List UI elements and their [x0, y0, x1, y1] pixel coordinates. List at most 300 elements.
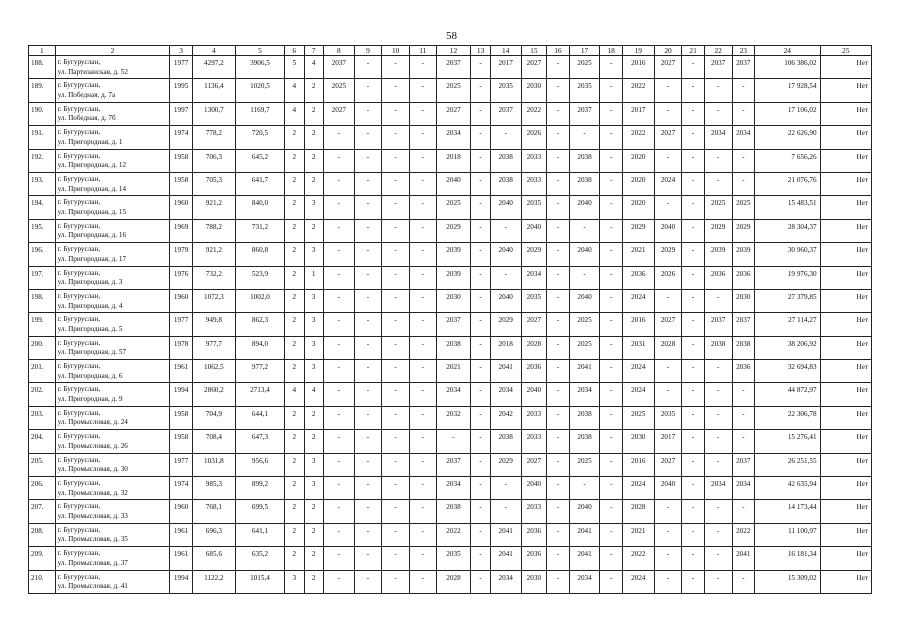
value-cell-c18: - — [600, 500, 623, 523]
value-cell-c10: - — [382, 383, 410, 406]
value-cell-c14: 2029 — [490, 313, 521, 336]
value-cell-c15: 2036 — [521, 360, 547, 383]
value-cell-c18: - — [600, 219, 623, 242]
value-cell-c6: 2 — [285, 243, 304, 266]
value-cell-c19: 2016 — [622, 453, 654, 476]
column-number-header: 1 — [29, 46, 56, 56]
value-cell-c7: 2 — [304, 172, 323, 195]
table-row — [29, 360, 872, 383]
value-cell-c7: 2 — [304, 547, 323, 570]
value-cell-c15: 2036 — [521, 547, 547, 570]
table-row — [29, 56, 872, 79]
value-cell-c15: 2035 — [521, 196, 547, 219]
value-cell-c23: 2034 — [732, 126, 755, 149]
value-cell-c8: - — [323, 289, 354, 312]
value-cell-c15: 2035 — [521, 289, 547, 312]
value-cell-c4: 1062,5 — [192, 360, 235, 383]
value-cell-c4: 708,4 — [192, 430, 235, 453]
column-number-header: 19 — [622, 46, 654, 56]
value-cell-c20: - — [654, 289, 682, 312]
value-cell-c18: - — [600, 383, 623, 406]
value-cell-c16: - — [547, 219, 570, 242]
value-cell-c5: 641,7 — [235, 172, 284, 195]
value-cell-c12: 2039 — [436, 243, 471, 266]
value-cell-c4: 768,1 — [192, 500, 235, 523]
page-number: 58 — [446, 30, 457, 42]
row-number-cell: 197. — [29, 266, 56, 289]
row-number-cell: 208. — [29, 523, 56, 546]
address-cell — [55, 126, 170, 149]
value-cell-c9: - — [354, 430, 382, 453]
value-cell-c24: 27 379,85 — [755, 289, 821, 312]
value-cell-c16: - — [547, 266, 570, 289]
value-cell-c18: - — [600, 430, 623, 453]
address-street: ул. Промысловая, д. 26 — [57, 441, 128, 450]
value-cell-c22: 2037 — [704, 56, 732, 79]
value-cell-c16: - — [547, 453, 570, 476]
value-cell-c13: - — [471, 453, 490, 476]
value-cell-c14: 2038 — [490, 149, 521, 172]
value-cell-c17: 2038 — [569, 149, 600, 172]
value-cell-c15: 2034 — [521, 266, 547, 289]
value-cell-c8: - — [323, 500, 354, 523]
address-city: г. Бугуруслан, — [57, 221, 101, 230]
address-city: г. Бугуруслан, — [57, 291, 101, 300]
row-number-cell: 196. — [29, 243, 56, 266]
value-cell-c3: 1977 — [170, 56, 193, 79]
value-cell-c14: 2034 — [490, 570, 521, 593]
value-cell-c9: - — [354, 79, 382, 102]
value-cell-c14: 2042 — [490, 406, 521, 429]
value-cell-c10: - — [382, 430, 410, 453]
value-cell-c8: - — [323, 430, 354, 453]
value-cell-c15: 2026 — [521, 126, 547, 149]
value-cell-c7: 2 — [304, 430, 323, 453]
value-cell-c17: 2041 — [569, 523, 600, 546]
table-row — [29, 102, 872, 125]
address-cell — [55, 406, 170, 429]
value-cell-c25: Нет — [820, 523, 871, 546]
address-cell — [55, 383, 170, 406]
value-cell-c19: 2016 — [622, 56, 654, 79]
column-number-header: 14 — [490, 46, 521, 56]
value-cell-c6: 2 — [285, 453, 304, 476]
value-cell-c9: - — [354, 126, 382, 149]
row-number-cell: 194. — [29, 196, 56, 219]
value-cell-c20: 2027 — [654, 56, 682, 79]
value-cell-c16: - — [547, 172, 570, 195]
value-cell-c8: - — [323, 219, 354, 242]
value-cell-c7: 2 — [304, 219, 323, 242]
value-cell-c7: 2 — [304, 79, 323, 102]
address-cell — [55, 289, 170, 312]
value-cell-c16: - — [547, 289, 570, 312]
value-cell-c5: 523,9 — [235, 266, 284, 289]
value-cell-c9: - — [354, 570, 382, 593]
address-street: ул. Промысловая, д. 32 — [57, 488, 128, 497]
column-number-header: 10 — [382, 46, 410, 56]
value-cell-c22: - — [704, 102, 732, 125]
value-cell-c13: - — [471, 56, 490, 79]
value-cell-c15: 2033 — [521, 149, 547, 172]
value-cell-c21: - — [682, 126, 705, 149]
value-cell-c10: - — [382, 172, 410, 195]
address-street: ул. Пригородная, д. 14 — [57, 184, 127, 193]
value-cell-c4: 1136,4 — [192, 79, 235, 102]
value-cell-c12: 2034 — [436, 383, 471, 406]
value-cell-c21: - — [682, 243, 705, 266]
value-cell-c6: 2 — [285, 406, 304, 429]
housing-register-table — [28, 45, 872, 594]
value-cell-c10: - — [382, 336, 410, 359]
value-cell-c18: - — [600, 172, 623, 195]
value-cell-c25: Нет — [820, 500, 871, 523]
value-cell-c19: 2028 — [622, 500, 654, 523]
value-cell-c13: - — [471, 196, 490, 219]
value-cell-c8: - — [323, 172, 354, 195]
value-cell-c21: - — [682, 406, 705, 429]
value-cell-c20: - — [654, 547, 682, 570]
row-number-cell: 206. — [29, 477, 56, 500]
address-cell — [55, 149, 170, 172]
row-number-cell: 210. — [29, 570, 56, 593]
value-cell-c4: 1072,3 — [192, 289, 235, 312]
value-cell-c17: - — [569, 126, 600, 149]
value-cell-c11: - — [409, 219, 436, 242]
value-cell-c5: 1002,0 — [235, 289, 284, 312]
value-cell-c22: 2034 — [704, 126, 732, 149]
value-cell-c7: 2 — [304, 500, 323, 523]
value-cell-c13: - — [471, 383, 490, 406]
value-cell-c11: - — [409, 172, 436, 195]
value-cell-c7: 3 — [304, 313, 323, 336]
value-cell-c4: 949,8 — [192, 313, 235, 336]
value-cell-c24: 14 173,44 — [755, 500, 821, 523]
value-cell-c22: - — [704, 360, 732, 383]
value-cell-c17: 2034 — [569, 383, 600, 406]
value-cell-c3: 1961 — [170, 523, 193, 546]
value-cell-c3: 1977 — [170, 313, 193, 336]
value-cell-c11: - — [409, 149, 436, 172]
table-row — [29, 149, 872, 172]
value-cell-c14: - — [490, 477, 521, 500]
value-cell-c24: 15 483,51 — [755, 196, 821, 219]
value-cell-c4: 1300,7 — [192, 102, 235, 125]
address-cell — [55, 477, 170, 500]
value-cell-c20: 2027 — [654, 313, 682, 336]
value-cell-c16: - — [547, 360, 570, 383]
value-cell-c20: 2026 — [654, 266, 682, 289]
value-cell-c12: 2035 — [436, 547, 471, 570]
value-cell-c5: 731,2 — [235, 219, 284, 242]
value-cell-c19: 2024 — [622, 383, 654, 406]
address-cell — [55, 453, 170, 476]
value-cell-c19: 2016 — [622, 313, 654, 336]
address-city: г. Бугуруслан, — [57, 525, 101, 534]
value-cell-c12: 2022 — [436, 523, 471, 546]
address-city: г. Бугуруслан, — [57, 58, 101, 66]
value-cell-c5: 1015,4 — [235, 570, 284, 593]
address-city: г. Бугуруслан, — [57, 104, 101, 113]
value-cell-c18: - — [600, 196, 623, 219]
value-cell-c13: - — [471, 266, 490, 289]
row-number-cell: 203. — [29, 406, 56, 429]
column-number-header: 4 — [192, 46, 235, 56]
value-cell-c3: 1994 — [170, 570, 193, 593]
value-cell-c15: 2022 — [521, 102, 547, 125]
value-cell-c19: 2021 — [622, 523, 654, 546]
value-cell-c9: - — [354, 336, 382, 359]
address-city: г. Бугуруслан, — [57, 385, 101, 394]
value-cell-c13: - — [471, 547, 490, 570]
value-cell-c25: Нет — [820, 196, 871, 219]
table-row — [29, 266, 872, 289]
value-cell-c15: 2027 — [521, 453, 547, 476]
value-cell-c25: Нет — [820, 102, 871, 125]
column-number-header: 9 — [354, 46, 382, 56]
value-cell-c23: 2030 — [732, 289, 755, 312]
value-cell-c25: Нет — [820, 430, 871, 453]
value-cell-c15: 2036 — [521, 523, 547, 546]
value-cell-c12: 2028 — [436, 570, 471, 593]
value-cell-c18: - — [600, 477, 623, 500]
value-cell-c13: - — [471, 477, 490, 500]
address-cell — [55, 79, 170, 102]
value-cell-c15: 2028 — [521, 336, 547, 359]
value-cell-c19: 2021 — [622, 243, 654, 266]
table-row — [29, 79, 872, 102]
value-cell-c4: 921,2 — [192, 243, 235, 266]
value-cell-c13: - — [471, 406, 490, 429]
value-cell-c17: 2025 — [569, 56, 600, 79]
column-number-header: 2 — [55, 46, 170, 56]
column-number-header: 18 — [600, 46, 623, 56]
value-cell-c15: 2033 — [521, 500, 547, 523]
value-cell-c8: - — [323, 360, 354, 383]
value-cell-c24: 7 656,26 — [755, 149, 821, 172]
value-cell-c19: 2022 — [622, 126, 654, 149]
value-cell-c10: - — [382, 570, 410, 593]
value-cell-c23: 2037 — [732, 453, 755, 476]
value-cell-c24: 15 309,02 — [755, 570, 821, 593]
value-cell-c8: - — [323, 453, 354, 476]
value-cell-c5: 699,5 — [235, 500, 284, 523]
value-cell-c7: 3 — [304, 196, 323, 219]
value-cell-c8: 2025 — [323, 79, 354, 102]
value-cell-c18: - — [600, 406, 623, 429]
value-cell-c10: - — [382, 289, 410, 312]
address-cell — [55, 172, 170, 195]
row-number-cell: 209. — [29, 547, 56, 570]
row-number-cell: 195. — [29, 219, 56, 242]
value-cell-c14: 2035 — [490, 79, 521, 102]
value-cell-c11: - — [409, 383, 436, 406]
value-cell-c6: 2 — [285, 477, 304, 500]
value-cell-c10: - — [382, 313, 410, 336]
value-cell-c7: 1 — [304, 266, 323, 289]
value-cell-c19: 2031 — [622, 336, 654, 359]
value-cell-c20: 2017 — [654, 430, 682, 453]
table-row — [29, 523, 872, 546]
value-cell-c6: 2 — [285, 360, 304, 383]
value-cell-c25: Нет — [820, 126, 871, 149]
value-cell-c5: 956,6 — [235, 453, 284, 476]
address-city: г. Бугуруслан, — [57, 455, 101, 464]
value-cell-c17: 2025 — [569, 453, 600, 476]
value-cell-c13: - — [471, 289, 490, 312]
value-cell-c18: - — [600, 336, 623, 359]
table-row — [29, 383, 872, 406]
value-cell-c20: - — [654, 360, 682, 383]
value-cell-c17: 2041 — [569, 360, 600, 383]
value-cell-c3: 1978 — [170, 336, 193, 359]
value-cell-c24: 32 694,83 — [755, 360, 821, 383]
row-number-cell: 207. — [29, 500, 56, 523]
value-cell-c6: 2 — [285, 266, 304, 289]
value-cell-c18: - — [600, 266, 623, 289]
value-cell-c14: - — [490, 266, 521, 289]
value-cell-c8: - — [323, 243, 354, 266]
value-cell-c7: 2 — [304, 102, 323, 125]
value-cell-c10: - — [382, 547, 410, 570]
value-cell-c16: - — [547, 383, 570, 406]
value-cell-c21: - — [682, 570, 705, 593]
value-cell-c8: - — [323, 149, 354, 172]
value-cell-c7: 3 — [304, 477, 323, 500]
value-cell-c5: 3906,5 — [235, 56, 284, 79]
value-cell-c8: - — [323, 523, 354, 546]
value-cell-c18: - — [600, 102, 623, 125]
address-street: ул. Партизанская, д. 52 — [57, 67, 128, 76]
value-cell-c3: 1974 — [170, 126, 193, 149]
value-cell-c5: 645,2 — [235, 149, 284, 172]
value-cell-c4: 705,3 — [192, 172, 235, 195]
value-cell-c15: 2033 — [521, 406, 547, 429]
value-cell-c6: 2 — [285, 172, 304, 195]
value-cell-c24: 17 928,54 — [755, 79, 821, 102]
row-number-cell: 200. — [29, 336, 56, 359]
table-row — [29, 336, 872, 359]
address-cell — [55, 219, 170, 242]
value-cell-c16: - — [547, 570, 570, 593]
column-number-header: 13 — [471, 46, 490, 56]
address-city: г. Бугуруслан, — [57, 151, 101, 160]
column-number-header: 5 — [235, 46, 284, 56]
value-cell-c15: 2040 — [521, 219, 547, 242]
value-cell-c6: 2 — [285, 313, 304, 336]
value-cell-c7: 2 — [304, 149, 323, 172]
value-cell-c4: 977,7 — [192, 336, 235, 359]
value-cell-c20: 2024 — [654, 172, 682, 195]
value-cell-c9: - — [354, 313, 382, 336]
value-cell-c17: - — [569, 477, 600, 500]
value-cell-c4: 921,2 — [192, 196, 235, 219]
column-number-header: 15 — [521, 46, 547, 56]
value-cell-c11: - — [409, 289, 436, 312]
value-cell-c19: 2020 — [622, 196, 654, 219]
column-number-row — [29, 46, 872, 56]
value-cell-c24: 27 114,27 — [755, 313, 821, 336]
value-cell-c9: - — [354, 196, 382, 219]
value-cell-c4: 685,6 — [192, 547, 235, 570]
value-cell-c3: 1958 — [170, 172, 193, 195]
value-cell-c11: - — [409, 477, 436, 500]
value-cell-c5: 862,3 — [235, 313, 284, 336]
value-cell-c9: - — [354, 243, 382, 266]
row-number-cell: 205. — [29, 453, 56, 476]
value-cell-c8: 2027 — [323, 102, 354, 125]
value-cell-c25: Нет — [820, 243, 871, 266]
value-cell-c24: 30 960,37 — [755, 243, 821, 266]
value-cell-c10: - — [382, 523, 410, 546]
address-street: ул. Пригородная, д. 16 — [57, 231, 127, 240]
value-cell-c5: 635,2 — [235, 547, 284, 570]
value-cell-c21: - — [682, 453, 705, 476]
value-cell-c6: 4 — [285, 79, 304, 102]
value-cell-c16: - — [547, 243, 570, 266]
value-cell-c11: - — [409, 547, 436, 570]
value-cell-c21: - — [682, 172, 705, 195]
address-city: г. Бугуруслан, — [57, 362, 101, 371]
value-cell-c5: 1020,5 — [235, 79, 284, 102]
value-cell-c25: Нет — [820, 172, 871, 195]
row-number-cell: 189. — [29, 79, 56, 102]
row-number-cell: 190. — [29, 102, 56, 125]
address-cell — [55, 266, 170, 289]
value-cell-c13: - — [471, 243, 490, 266]
value-cell-c10: - — [382, 360, 410, 383]
column-number-header: 16 — [547, 46, 570, 56]
value-cell-c23: - — [732, 430, 755, 453]
value-cell-c22: - — [704, 79, 732, 102]
value-cell-c7: 2 — [304, 523, 323, 546]
value-cell-c14: 2029 — [490, 453, 521, 476]
value-cell-c14: - — [490, 126, 521, 149]
value-cell-c19: 2020 — [622, 172, 654, 195]
value-cell-c6: 2 — [285, 196, 304, 219]
value-cell-c13: - — [471, 219, 490, 242]
table-row — [29, 570, 872, 593]
value-cell-c5: 720,5 — [235, 126, 284, 149]
value-cell-c3: 1976 — [170, 266, 193, 289]
value-cell-c11: - — [409, 453, 436, 476]
value-cell-c25: Нет — [820, 406, 871, 429]
value-cell-c22: 2034 — [704, 477, 732, 500]
value-cell-c9: - — [354, 360, 382, 383]
address-cell — [55, 56, 170, 79]
value-cell-c4: 696,3 — [192, 523, 235, 546]
address-street: ул. Пригородная, д. 57 — [57, 348, 127, 357]
address-street: ул. Пригородная, д. 5 — [57, 324, 123, 333]
value-cell-c4: 1122,2 — [192, 570, 235, 593]
value-cell-c22: - — [704, 289, 732, 312]
address-street: ул. Промысловая, д. 24 — [57, 418, 128, 427]
value-cell-c18: - — [600, 289, 623, 312]
value-cell-c18: - — [600, 523, 623, 546]
value-cell-c25: Нет — [820, 547, 871, 570]
value-cell-c7: 3 — [304, 360, 323, 383]
value-cell-c3: 1958 — [170, 430, 193, 453]
column-number-header: 11 — [409, 46, 436, 56]
value-cell-c13: - — [471, 172, 490, 195]
value-cell-c17: - — [569, 219, 600, 242]
value-cell-c16: - — [547, 102, 570, 125]
address-city: г. Бугуруслан, — [57, 128, 101, 137]
value-cell-c3: 1995 — [170, 79, 193, 102]
column-number-header: 12 — [436, 46, 471, 56]
address-street: ул. Промысловая, д. 30 — [57, 465, 128, 474]
value-cell-c9: - — [354, 102, 382, 125]
